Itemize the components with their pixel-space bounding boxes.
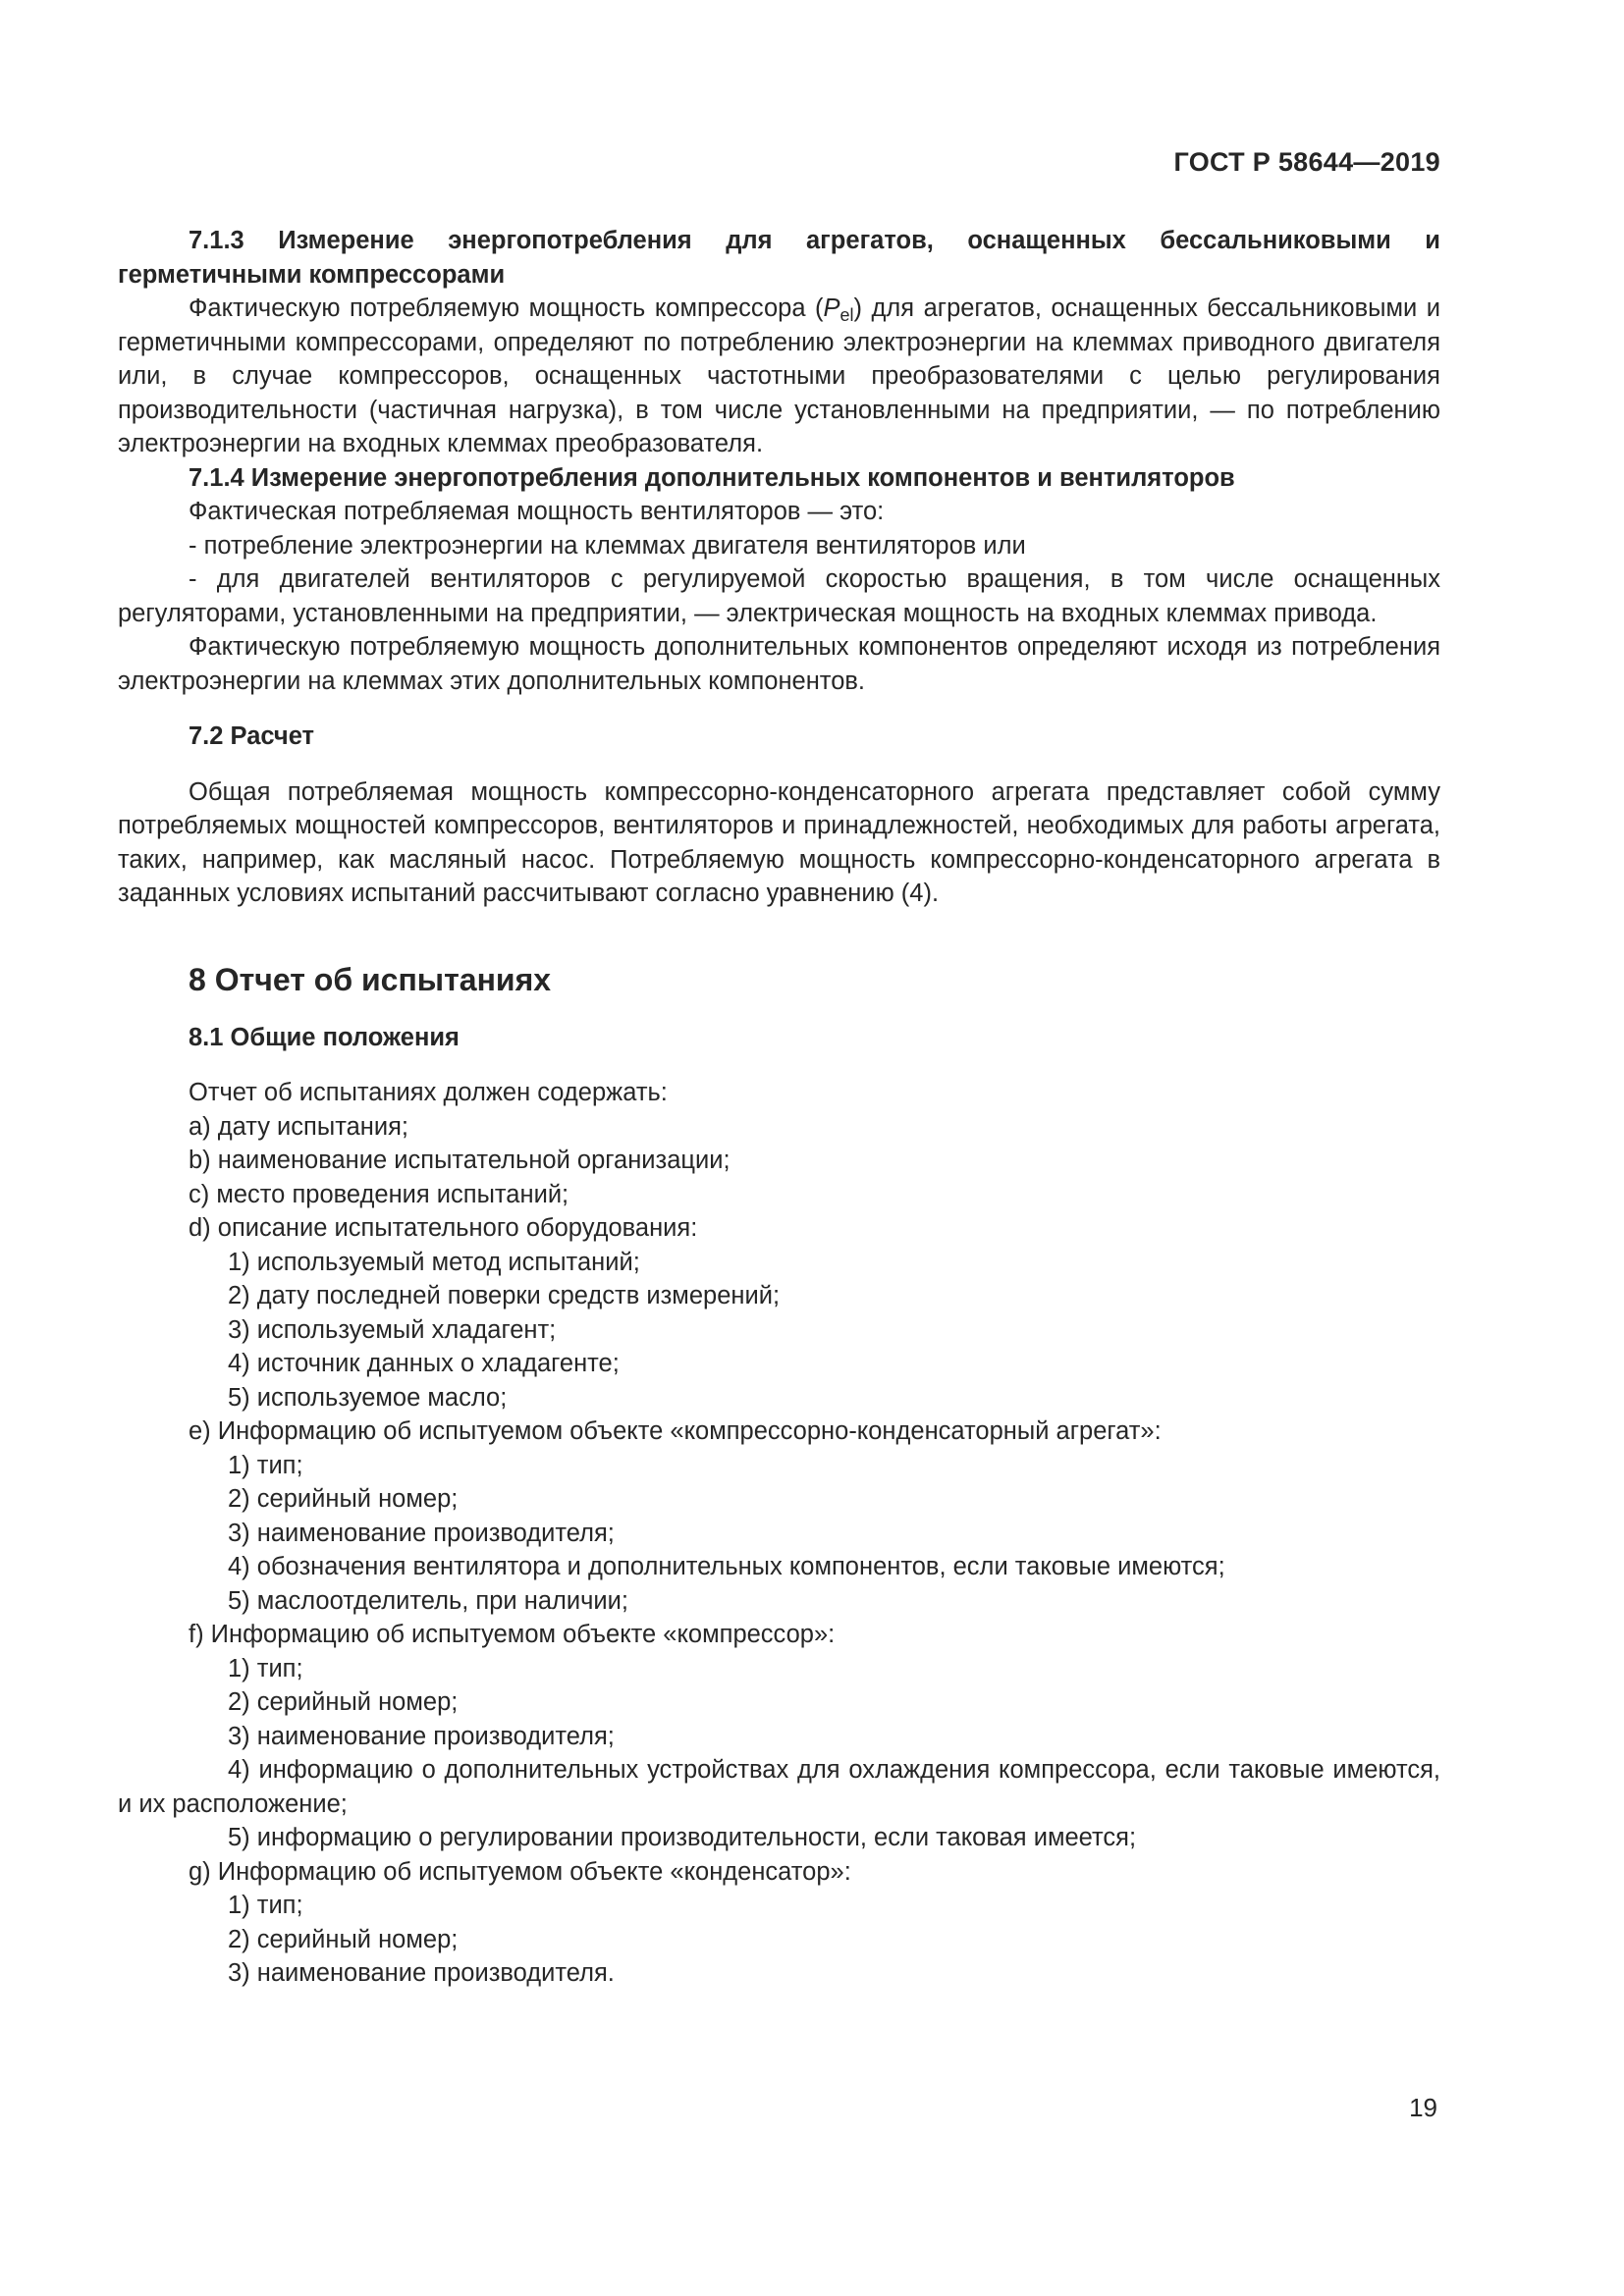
paragraph-7-2: Общая потребляемая мощность компрессорно-конденсаторного агрегата представляет собой сумму потребляемых мощностей компрессоров, вентиляторов и принадлежностей, необходимых для работы агрегата, таких, например, как масляный насос. Потребляемую мощность компрессорно-конденсаторного агрегата в заданных условиях испытаний рассчитывают согласно уравнению (4). — [118, 777, 1440, 907]
list-subitem: 3) используемый хладагент; — [228, 1315, 557, 1344]
list-subitem: 1) тип; — [228, 1451, 303, 1479]
list-item-g: g) Информацию об испытуемом объекте «конденсатор»: — [189, 1857, 851, 1886]
list-item-e: e) Информацию об испытуемом объекте «компрессорно-конденсаторный агрегат»: — [189, 1417, 1162, 1445]
list-subitem: 4) информацию о дополнительных устройствах для охлаждения компрессора, если таковые имеются, и их расположение; — [118, 1756, 1440, 1818]
variable-subscript: el — [839, 305, 854, 325]
heading-7-1-4: 7.1.4 Измерение энергопотребления дополнительных компонентов и вентиляторов — [189, 463, 1235, 492]
list-subitem: 2) серийный номер; — [228, 1688, 459, 1716]
paragraph-text: Фактическую потребляемую мощность компрессора ( — [189, 294, 824, 322]
list-subitem: 5) используемое масло; — [228, 1383, 508, 1412]
list-subitem: 4) обозначения вентилятора и дополнительных компонентов, если таковые имеются; — [228, 1553, 1225, 1580]
list-subitem: 2) дату последней поверки средств измерений; — [228, 1282, 781, 1309]
list-item-a: a) дату испытания; — [189, 1112, 408, 1141]
list-intro: Отчет об испытаниях должен содержать: — [189, 1079, 668, 1106]
list-subitem: 5) маслоотделитель, при наличии; — [228, 1586, 628, 1615]
list-subitem: 1) тип; — [228, 1654, 303, 1682]
variable-p: P — [823, 294, 840, 322]
list-subitem: 1) используемый метод испытаний; — [228, 1248, 640, 1276]
list-subitem: 2) серийный номер; — [228, 1925, 459, 1953]
heading-8: 8 Отчет об испытаниях — [189, 961, 552, 997]
list-item-f: f) Информацию об испытуемом объекте «компрессор»: — [189, 1621, 836, 1648]
heading-7-1-3: 7.1.3 Измерение энергопотребления для агрегатов, оснащенных бессальниковыми и герметичными компрессорами — [118, 227, 1440, 289]
heading-7-2: 7.2 Расчет — [189, 722, 315, 750]
paragraph-7-1-4-components: Фактическую потребляемую мощность дополнительных компонентов определяют исходя из потребления электроэнергии на клеммах этих дополнительных компонентов. — [118, 633, 1440, 695]
paragraph-7-1-3 — [118, 292, 1440, 461]
bullet-item: - потребление электроэнергии на клеммах двигателя вентиляторов или — [189, 531, 1026, 560]
list-subitem: 3) наименование производителя; — [228, 1519, 615, 1547]
document-code: ГОСТ Р 58644—2019 — [1173, 147, 1440, 177]
list-subitem: 2) серийный номер; — [228, 1485, 459, 1513]
paragraph-text: ) для агрегатов, оснащенных бессальниковыми и герметичными компрессорами, определяют по потреблению электроэнергии на клеммах приводного двигателя или, в случае компрессоров, оснащенных частотными преобразователями с целью регулирования производительности (частичная нагрузка), в том числе установленными на предприятии, — по потреблению электроэнергии на входных клеммах преобразователя. — [118, 294, 1441, 457]
page-content — [118, 224, 1440, 1991]
list-subitem: 5) информацию о регулировании производительности, если таковая имеется; — [228, 1824, 1137, 1851]
page-number: 19 — [1409, 2093, 1437, 2122]
list-item-b: b) наименование испытательной организации; — [189, 1147, 731, 1174]
heading-8-1: 8.1 Общие положения — [189, 1023, 460, 1051]
bullet-item: - для двигателей вентиляторов с регулируемой скоростью вращения, в том числе оснащенных регуляторами, установленными на предприятии, — электрическая мощность на входных клеммах привода. — [118, 565, 1440, 627]
list-item-d: d) описание испытательного оборудования: — [189, 1214, 698, 1242]
list-subitem: 3) наименование производителя; — [228, 1722, 615, 1750]
list-subitem: 4) источник данных о хладагенте; — [228, 1350, 620, 1377]
paragraph-7-1-4-intro: Фактическая потребляемая мощность вентиляторов — это: — [189, 498, 885, 525]
list-item-c: c) место проведения испытаний; — [189, 1180, 569, 1208]
list-subitem: 3) наименование производителя. — [228, 1959, 615, 1987]
list-subitem: 1) тип; — [228, 1892, 303, 1919]
